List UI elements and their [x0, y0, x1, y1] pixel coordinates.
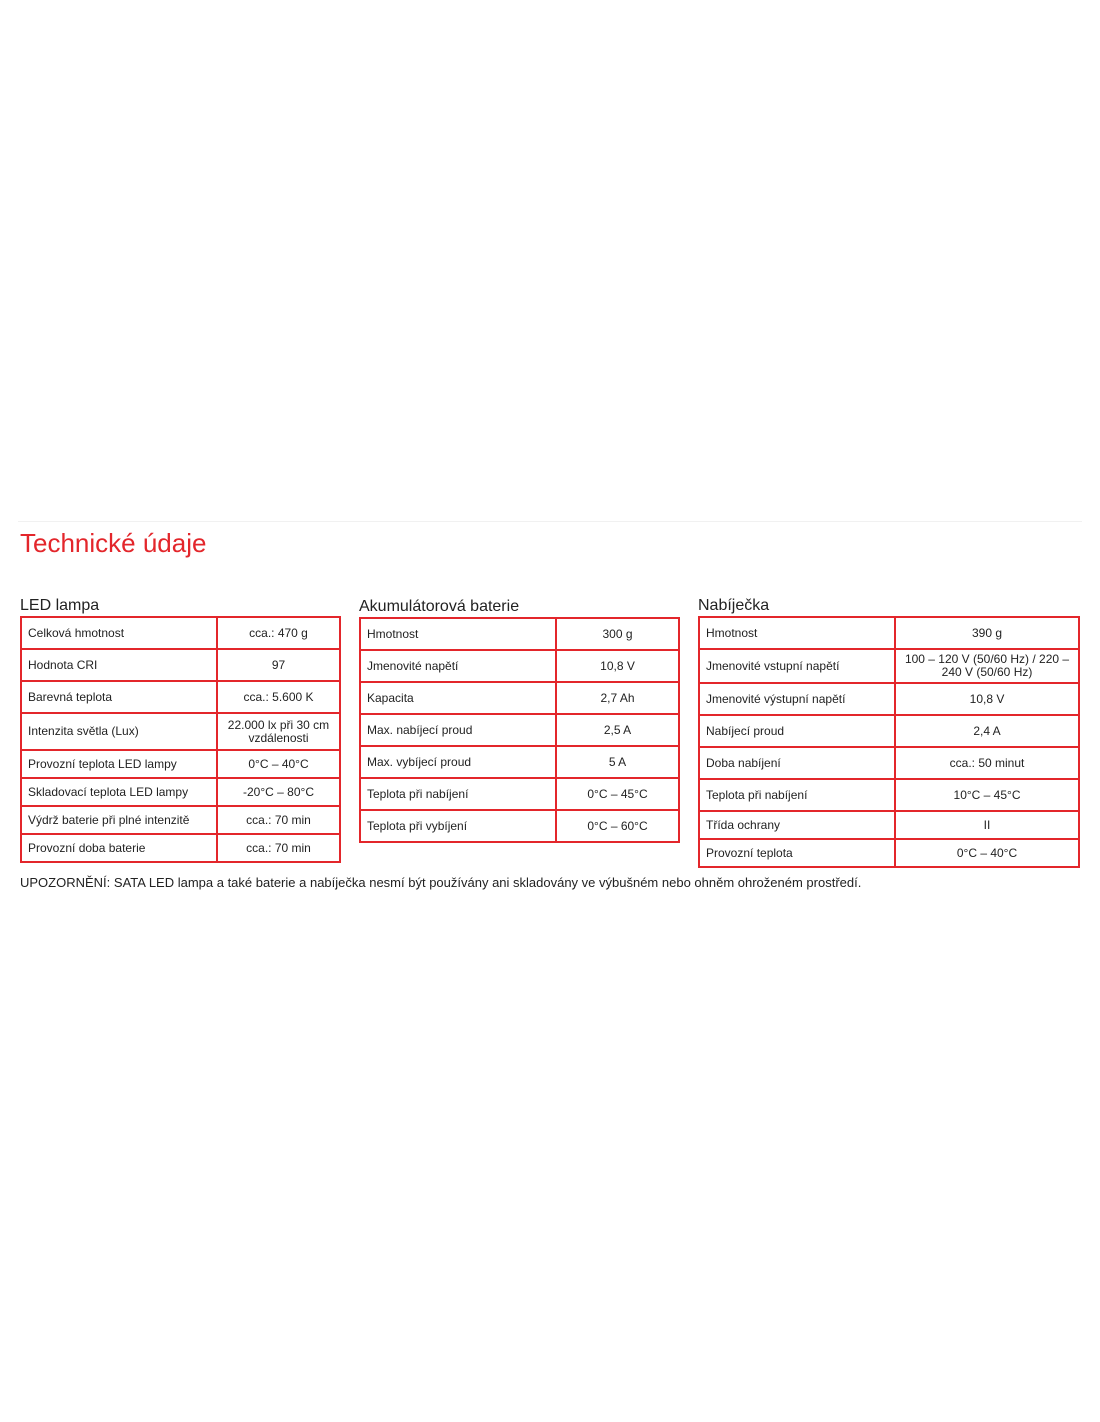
spec-value: II: [895, 811, 1079, 839]
table-row: [21, 750, 340, 778]
spec-label: Max. nabíjecí proud: [360, 714, 556, 746]
table-row: [360, 650, 679, 682]
spec-label: Jmenovité vstupní napětí: [699, 649, 895, 683]
table-row: [360, 778, 679, 810]
spec-label: Teplota při nabíjení: [699, 779, 895, 811]
spec-label: Skladovací teplota LED lampy: [21, 778, 217, 806]
spec-value: cca.: 470 g: [217, 617, 340, 649]
table-row: [699, 811, 1079, 839]
section-title: Akumulátorová baterie: [359, 598, 520, 615]
spec-label: Celková hmotnost: [21, 617, 217, 649]
spec-value: 22.000 lx při 30 cm vzdálenosti: [217, 713, 340, 750]
spec-label: Třída ochrany: [699, 811, 895, 839]
spec-value: 2,4 A: [895, 715, 1079, 747]
spec-table-battery: [359, 617, 680, 843]
spec-label: Hodnota CRI: [21, 649, 217, 681]
spec-label: Teplota při vybíjení: [360, 810, 556, 842]
table-row: [21, 778, 340, 806]
spec-value: cca.: 70 min: [217, 806, 340, 834]
spec-label: Doba nabíjení: [699, 747, 895, 779]
spec-value: 0°C – 40°C: [217, 750, 340, 778]
spec-value: 5 A: [556, 746, 679, 778]
spec-value: -20°C – 80°C: [217, 778, 340, 806]
table-row: [21, 649, 340, 681]
spec-label: Max. vybíjecí proud: [360, 746, 556, 778]
table-row: [699, 617, 1079, 649]
table-row: [21, 806, 340, 834]
section-battery: [359, 597, 680, 843]
spec-value: cca.: 5.600 K: [217, 681, 340, 713]
spec-value: 10,8 V: [895, 683, 1079, 715]
table-row: [21, 834, 340, 862]
table-row: [21, 681, 340, 713]
spec-label: Jmenovité výstupní napětí: [699, 683, 895, 715]
table-row: [360, 714, 679, 746]
spec-label: Výdrž baterie při plné intenzitě: [21, 806, 217, 834]
spec-value: cca.: 50 minut: [895, 747, 1079, 779]
spec-label: Teplota při nabíjení: [360, 778, 556, 810]
spec-table-led-lamp: [20, 616, 341, 863]
table-row: [699, 839, 1079, 867]
spec-value: 0°C – 45°C: [556, 778, 679, 810]
table-row: [699, 715, 1079, 747]
spec-value: 300 g: [556, 618, 679, 650]
spec-label: Provozní teplota LED lampy: [21, 750, 217, 778]
table-row: [699, 649, 1079, 683]
spec-value: 2,7 Ah: [556, 682, 679, 714]
table-row: [360, 618, 679, 650]
table-row: [699, 683, 1079, 715]
table-row: [360, 746, 679, 778]
spec-label: Hmotnost: [360, 618, 556, 650]
section-charger: [698, 596, 1080, 868]
spec-label: Jmenovité napětí: [360, 650, 556, 682]
spec-label: Nabíjecí proud: [699, 715, 895, 747]
table-row: [699, 747, 1079, 779]
spec-table-charger: [698, 616, 1080, 868]
spec-value: 0°C – 60°C: [556, 810, 679, 842]
section-title: Nabíječka: [698, 597, 770, 614]
table-row: [360, 810, 679, 842]
spec-label: Hmotnost: [699, 617, 895, 649]
table-row: [21, 713, 340, 750]
spec-label: Intenzita světla (Lux): [21, 713, 217, 750]
spec-label: Barevná teplota: [21, 681, 217, 713]
table-row: [360, 682, 679, 714]
spec-value: 97: [217, 649, 340, 681]
spec-value: cca.: 70 min: [217, 834, 340, 862]
spec-label: Provozní doba baterie: [21, 834, 217, 862]
spec-label: Provozní teplota: [699, 839, 895, 867]
spec-value: 100 – 120 V (50/60 Hz) / 220 – 240 V (50/60 Hz): [895, 649, 1079, 683]
page-title: Technické údaje: [20, 528, 207, 558]
section-title: LED lampa: [20, 597, 100, 614]
top-divider: [18, 521, 1082, 522]
spec-value: 0°C – 40°C: [895, 839, 1079, 867]
spec-value: 390 g: [895, 617, 1079, 649]
section-led-lamp: [20, 596, 341, 863]
spec-value: 2,5 A: [556, 714, 679, 746]
table-row: [21, 617, 340, 649]
warning-note: UPOZORNĚNÍ: SATA LED lampa a také baterie a nabíječka nesmí být používány ani skladovány ve výbušném nebo ohněm ohroženém prostředí.: [20, 875, 862, 890]
spec-value: 10°C – 45°C: [895, 779, 1079, 811]
spec-value: 10,8 V: [556, 650, 679, 682]
spec-label: Kapacita: [360, 682, 556, 714]
table-row: [699, 779, 1079, 811]
